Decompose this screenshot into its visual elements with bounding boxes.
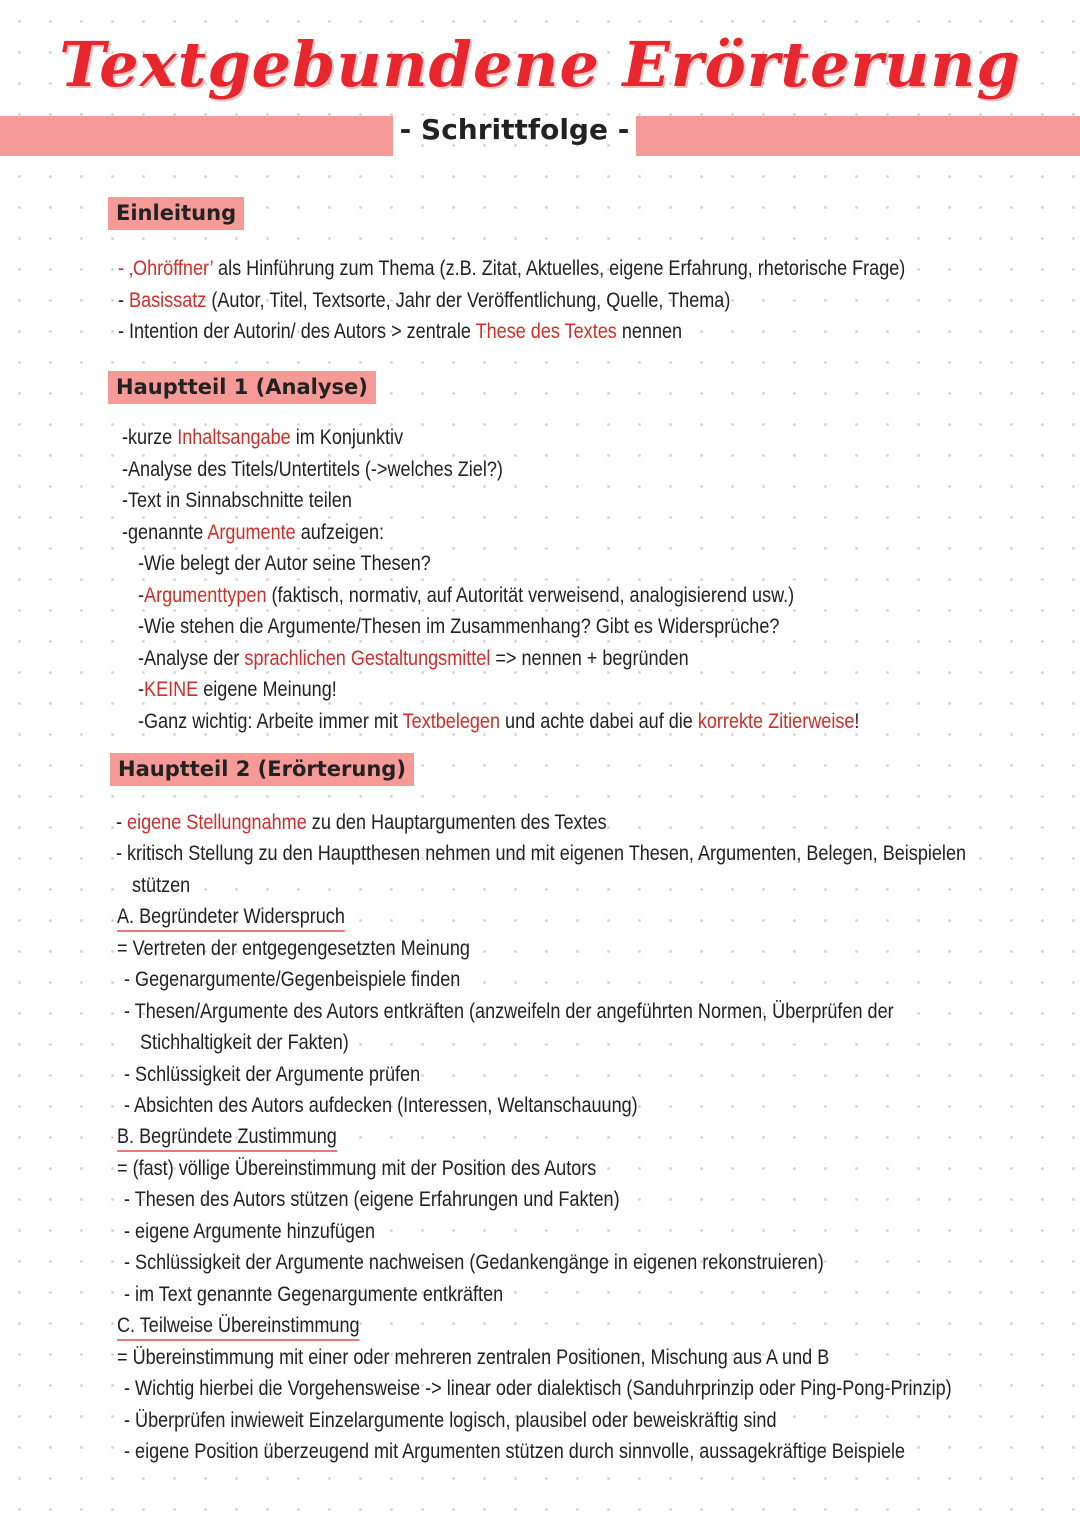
hauptteil1-line-8: -Analyse der sprachlichen Gestaltungsmittel => nennen + begründen (138, 647, 689, 670)
hauptteil2-line-3: stützen (132, 874, 191, 897)
hauptteil1-line-5: -Wie belegt der Autor seine Thesen? (138, 552, 431, 575)
a-line-6: - Absichten des Autors aufdecken (Interessen, Weltanschauung) (124, 1094, 638, 1117)
hauptteil1-line-4: -genannte Argumente aufzeigen: (122, 521, 385, 544)
einleitung-line-3: - Intention der Autorin/ des Autors > zentrale These des Textes nennen (118, 320, 683, 343)
b-line-3: - eigene Argumente hinzufügen (124, 1220, 376, 1243)
einleitung-line-2: - Basissatz (Autor, Titel, Textsorte, Jahr der Veröffentlichung, Quelle, Thema) (118, 289, 731, 312)
hauptteil2-line-1: - eigene Stellungnahme zu den Hauptargumenten des Textes (116, 811, 607, 834)
c-line-2: - Wichtig hierbei die Vorgehensweise -> linear oder dialektisch (Sanduhrprinzip oder Ping-Pong-Prinzip) (124, 1377, 952, 1400)
hauptteil1-line-3: -Text in Sinnabschnitte teilen (122, 489, 352, 512)
b-line-2: - Thesen des Autors stützen (eigene Erfahrungen und Fakten) (124, 1188, 620, 1211)
b-line-4: - Schlüssigkeit der Argumente nachweisen (Gedankengänge in eigenen rekonstruieren) (124, 1251, 824, 1274)
subheading-b: B. Begründete Zustimmung (117, 1125, 337, 1152)
subheading-c: C. Teilweise Übereinstimmung (117, 1314, 360, 1341)
hauptteil2-line-2: - kritisch Stellung zu den Hauptthesen nehmen und mit eigenen Thesen, Argumenten, Belegen, Beispielen (116, 842, 967, 865)
hauptteil1-line-6: -Argumenttypen (faktisch, normativ, auf Autorität verweisend, analogisierend usw.) (138, 584, 795, 607)
heading-hauptteil-2: Hauptteil 2 (Erörterung) (110, 753, 414, 786)
header-band-left (0, 116, 393, 156)
c-line-3: - Überprüfen inwieweit Einzelargumente logisch, plausibel oder beweiskräftig sind (124, 1409, 777, 1432)
einleitung-line-1: - ‚Ohröffner’ als Hinführung zum Thema (z.B. Zitat, Aktuelles, eigene Erfahrung, rhetorische Frage) (118, 257, 906, 280)
c-line-1: = Übereinstimmung mit einer oder mehreren zentralen Positionen, Mischung aus A und B (117, 1346, 830, 1369)
header-band-right (636, 116, 1080, 156)
page-subtitle: - Schrittfolge - (399, 113, 630, 146)
hauptteil1-line-9: -KEINE eigene Meinung! (138, 678, 337, 701)
hauptteil1-line-7: -Wie stehen die Argumente/Thesen im Zusammenhang? Gibt es Widersprüche? (138, 615, 780, 638)
a-line-2: - Gegenargumente/Gegenbeispiele finden (124, 968, 461, 991)
page-title: Textgebundene Erörterung (59, 28, 1021, 101)
hauptteil1-line-2: -Analyse des Titels/Untertitels (->welches Ziel?) (122, 458, 503, 481)
b-line-1: = (fast) völlige Übereinstimmung mit der Position des Autors (117, 1157, 597, 1180)
hauptteil1-line-10: -Ganz wichtig: Arbeite immer mit Textbelegen und achte dabei auf die korrekte Zitierweise! (138, 710, 860, 733)
hauptteil1-line-1: -kurze Inhaltsangabe im Konjunktiv (122, 426, 404, 449)
a-line-4: Stichhaltigkeit der Fakten) (140, 1031, 349, 1054)
c-line-4: - eigene Position überzeugend mit Argumenten stützen durch sinnvolle, aussagekräftige Beispiele (124, 1440, 906, 1463)
subheading-a: A. Begründeter Widerspruch (117, 905, 345, 932)
a-line-3: - Thesen/Argumente des Autors entkräften (anzweifeln der angeführten Normen, Überprüfen der (124, 1000, 894, 1023)
a-line-5: - Schlüssigkeit der Argumente prüfen (124, 1063, 421, 1086)
heading-hauptteil-1: Hauptteil 1 (Analyse) (108, 371, 376, 404)
heading-einleitung: Einleitung (108, 197, 244, 230)
a-line-1: = Vertreten der entgegengesetzten Meinung (117, 937, 470, 960)
b-line-5: - im Text genannte Gegenargumente entkräften (124, 1283, 504, 1306)
